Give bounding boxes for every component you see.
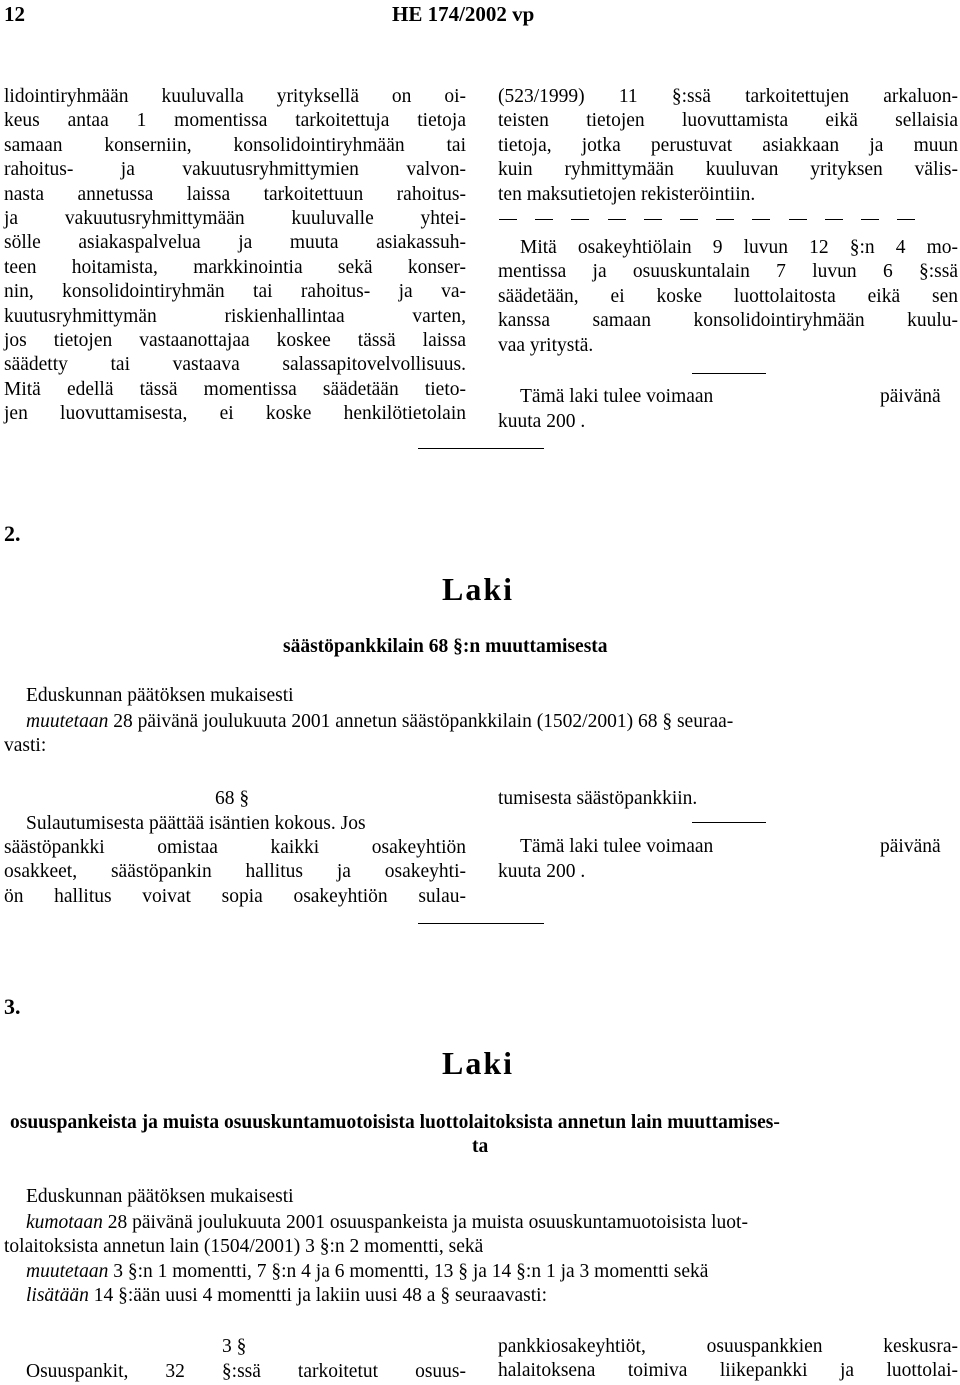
law-heading: Laki: [442, 1045, 515, 1081]
text-line: samaan konserniin, konsolidointiryhmään tai: [4, 134, 466, 156]
end-rule: [418, 448, 544, 449]
dash-mark: [752, 219, 770, 220]
text-line: keus antaa 1 momentissa tarkoitettuja tietoja: [4, 110, 466, 132]
addition-verb: lisätään: [26, 1285, 89, 1306]
short-rule: [692, 373, 766, 374]
dash-mark: [608, 219, 626, 220]
enactment-day: päivänä: [880, 836, 941, 857]
text-line: teisten tietojen luovuttamista eikä sellaisia: [498, 110, 958, 132]
text-line: ten maksutietojen rekisteröintiin.: [498, 183, 756, 205]
text-line: teen hoitamista, markkinointia sekä konser-: [4, 256, 466, 278]
section-continuation: tumisesta säästöpankkiin.: [498, 788, 698, 809]
text-line: nin, konsolidointiryhmän tai rahoitus- ja va-: [4, 281, 466, 303]
text-line: rahoitus- ja vakuutusryhmittymien valvon-: [4, 159, 466, 181]
amendment-text: 28 päivänä joulukuuta 2001 annetun säästöpankkilain (1502/2001) 68 § seuraa-: [108, 711, 734, 732]
enactment-year: kuuta 200 .: [498, 411, 586, 432]
law-subtitle: osuuspankeista ja muista osuuskuntamuotoisista luottolaitoksista annetun lain muuttamises-: [10, 1112, 780, 1133]
preamble: Eduskunnan päätöksen mukaisesti: [26, 685, 294, 706]
text-line: säästöpankki omistaa kaikki osakeyhtiön: [4, 837, 466, 858]
short-rule: [692, 822, 766, 823]
text-line: säädetty tai vastaava salassapitovelvollisuus.: [4, 354, 466, 376]
text-line: osakkeet, säästöpankin hallitus ja osakeyhti-: [4, 861, 466, 883]
amendment-clause: [26, 1260, 708, 1284]
dash-mark: [680, 219, 698, 220]
text-line: Mitä osakeyhtiölain 9 luvun 12 §:n 4 mo-: [520, 237, 958, 258]
amendment-verb: muutetaan: [26, 1261, 109, 1282]
repeal-clause: [26, 1211, 748, 1235]
dash-mark: [571, 219, 589, 220]
dash-mark: [897, 219, 915, 220]
end-rule: [418, 923, 544, 924]
text-line: kanssa samaan konsolidointiryhmään kuulu-: [498, 310, 958, 332]
text-line: pankkiosakeyhtiöt, osuuspankkien keskusra-: [498, 1336, 958, 1357]
law-subtitle: säästöpankkilain 68 §:n muuttamisesta: [283, 636, 608, 657]
text-line: (523/1999) 11 §:ssä tarkoitettujen arkaluon-: [498, 86, 958, 107]
enactment-text: Tämä laki tulee voimaan: [520, 386, 714, 407]
text-line: kuin ryhmittymään kuuluvan yrityksen välis-: [498, 159, 958, 181]
section-first-line: Osuuspankit, 32 §:ssä tarkoitetut osuus-: [26, 1361, 466, 1382]
dash-mark: [499, 219, 517, 220]
dash-mark: [861, 219, 879, 220]
amendment-clause: [26, 710, 733, 734]
section-number: 2.: [4, 521, 21, 546]
section-number: 3.: [4, 994, 21, 1019]
document-id: HE 174/2002 vp: [392, 2, 535, 26]
text-line: sölle asiakaspalvelua ja muuta asiakassuh-: [4, 232, 466, 254]
text-line: ön hallitus voivat sopia osakeyhtiön sulau-: [4, 885, 466, 907]
text-line: ja vakuutusryhmittymään kuuluvalle yhtei-: [4, 208, 466, 229]
dash-mark: [716, 219, 734, 220]
preamble: Eduskunnan päätöksen mukaisesti: [26, 1186, 294, 1207]
text-line: tietoja, jotka perustuvat asiakkaan ja muun: [498, 134, 958, 156]
page-number: 12: [4, 2, 25, 26]
repeal-continuation: tolaitoksista annetun lain (1504/2001) 3 §:n 2 momentti, sekä: [4, 1236, 484, 1257]
law-subtitle-continuation: ta: [472, 1136, 489, 1157]
text-line: mentissa ja osuuskuntalain 7 luvun 6 §:ssä: [498, 261, 958, 283]
text-line: nasta annetussa laissa tarkoitettuun rahoitus-: [4, 183, 466, 205]
law-heading: Laki: [442, 571, 515, 607]
text-line: lidointiryhmään kuuluvalla yrityksellä on oi-: [4, 86, 466, 107]
text-line: vaa yritystä.: [498, 334, 594, 356]
amendment-text: 3 §:n 1 momentti, 7 §:n 4 ja 6 momentti, 13 § ja 14 §:n 1 ja 3 momentti sekä: [108, 1261, 709, 1282]
repeal-verb: kumotaan: [26, 1212, 103, 1233]
enactment-year: kuuta 200 .: [498, 861, 586, 882]
section-heading: 3 §: [222, 1336, 247, 1357]
text-line: jos tietojen vastaanottajaa koskee tässä laissa: [4, 330, 466, 351]
dash-mark: [789, 219, 807, 220]
section-first-line: Sulautumisesta päättää isäntien kokous. Jos: [26, 813, 366, 834]
addition-text: 14 §:ään uusi 4 momentti ja lakiin uusi 48 a § seuraavasti:: [88, 1285, 548, 1306]
enactment-text: Tämä laki tulee voimaan: [520, 836, 714, 857]
text-line: jen luovuttamisesta, ei koske henkilötietolain: [4, 403, 466, 425]
text-line: säädetään, ei koske luottolaitosta eikä sen: [498, 285, 958, 307]
enactment-day: päivänä: [880, 386, 941, 407]
text-line: Mitä edellä tässä momentissa säädetään tieto-: [4, 378, 466, 400]
repeal-text: 28 päivänä joulukuuta 2001 osuuspankeista ja muista osuuskuntamuotoisista luot-: [102, 1212, 748, 1233]
dash-mark: [644, 219, 662, 220]
text-line: kuutusryhmittymän riskienhallintaa varten,: [4, 305, 466, 327]
dash-mark: [825, 219, 843, 220]
text-line: halaitoksena toimiva liikepankki ja luottolai-: [498, 1360, 958, 1382]
amendment-continuation: vasti:: [4, 735, 47, 756]
dash-mark: [535, 219, 553, 220]
amendment-verb: muutetaan: [26, 711, 109, 732]
section-heading: 68 §: [215, 788, 250, 809]
addition-clause: [26, 1284, 547, 1308]
